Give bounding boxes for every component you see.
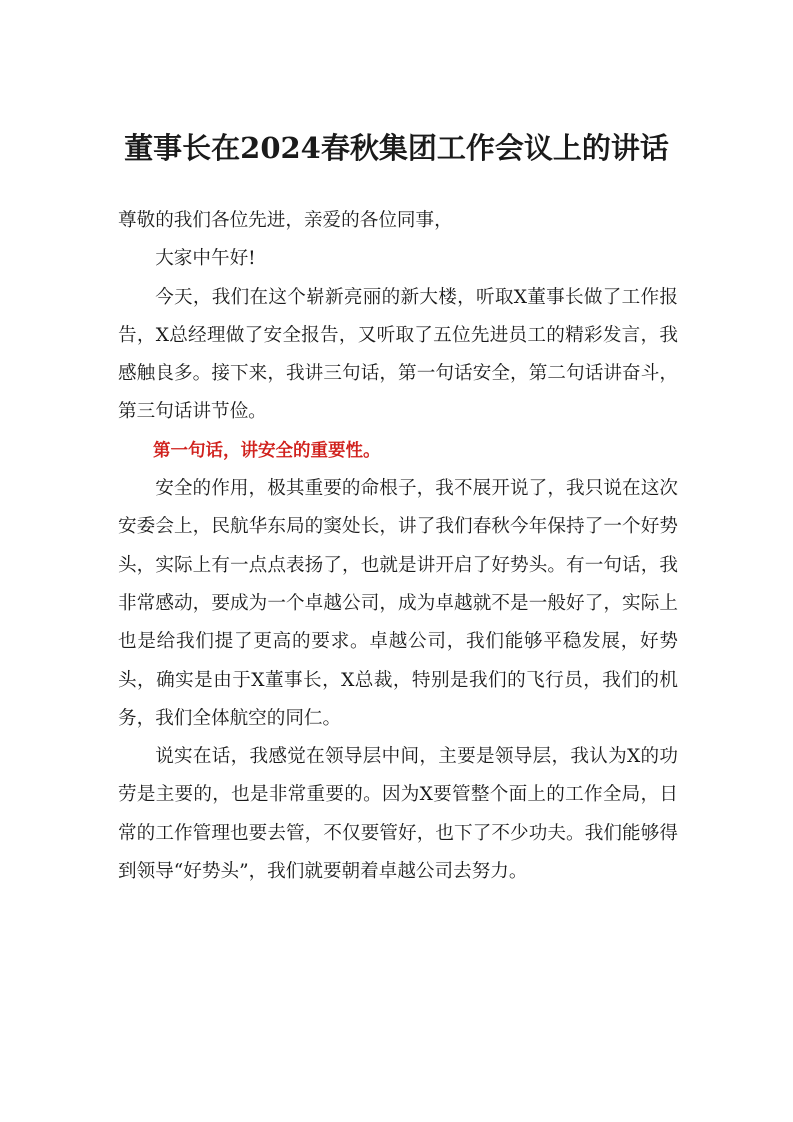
section-heading: 第一句话，讲安全的重要性。 [153, 440, 381, 461]
document-body [118, 202, 678, 891]
salutation: 尊敬的我们各位先进，亲爱的各位同事， [118, 210, 453, 231]
document-title: 董事长在2024春秋集团工作会议上的讲话 [124, 131, 669, 165]
greeting: 大家中午好! [155, 248, 256, 270]
paragraph-2: 安全的作用，极其重要的命根子，我不展开说了，我只说在这次安委会上，民航华东局的窦处长，讲了我们春秋今年保持了一个好势头，实际上有一点点表扬了，也就是讲开启了好势头。有一句话，我非常感动，要成为一个卓越公司，成为卓越就不是一般好了，实际上也是给我们提了更高的要求。卓越公司，我们能够平稳发展，好势头，确实是由于X董事长，X总裁，特别是我们的飞行员，我们的机务，我们全体航空的同仁。 [118, 478, 678, 729]
paragraph-1: 今天，我们在这个崭新亮丽的新大楼，听取X董事长做了工作报告，X总经理做了安全报告，又听取了五位先进员工的精彩发言，我感触良多。接下来，我讲三句话，第一句话安全，第二句话讲奋斗，第三句话讲节俭。 [118, 286, 678, 423]
paragraph-3: 说实在话，我感觉在领导层中间，主要是领导层，我认为X的功劳是主要的，也是非常重要的。因为X要管整个面上的工作全局，日常的工作管理也要去管，不仅要管好，也下了不少功夫。我们能够得到领导“好势头”，我们就要朝着卓越公司去努力。 [118, 746, 678, 883]
